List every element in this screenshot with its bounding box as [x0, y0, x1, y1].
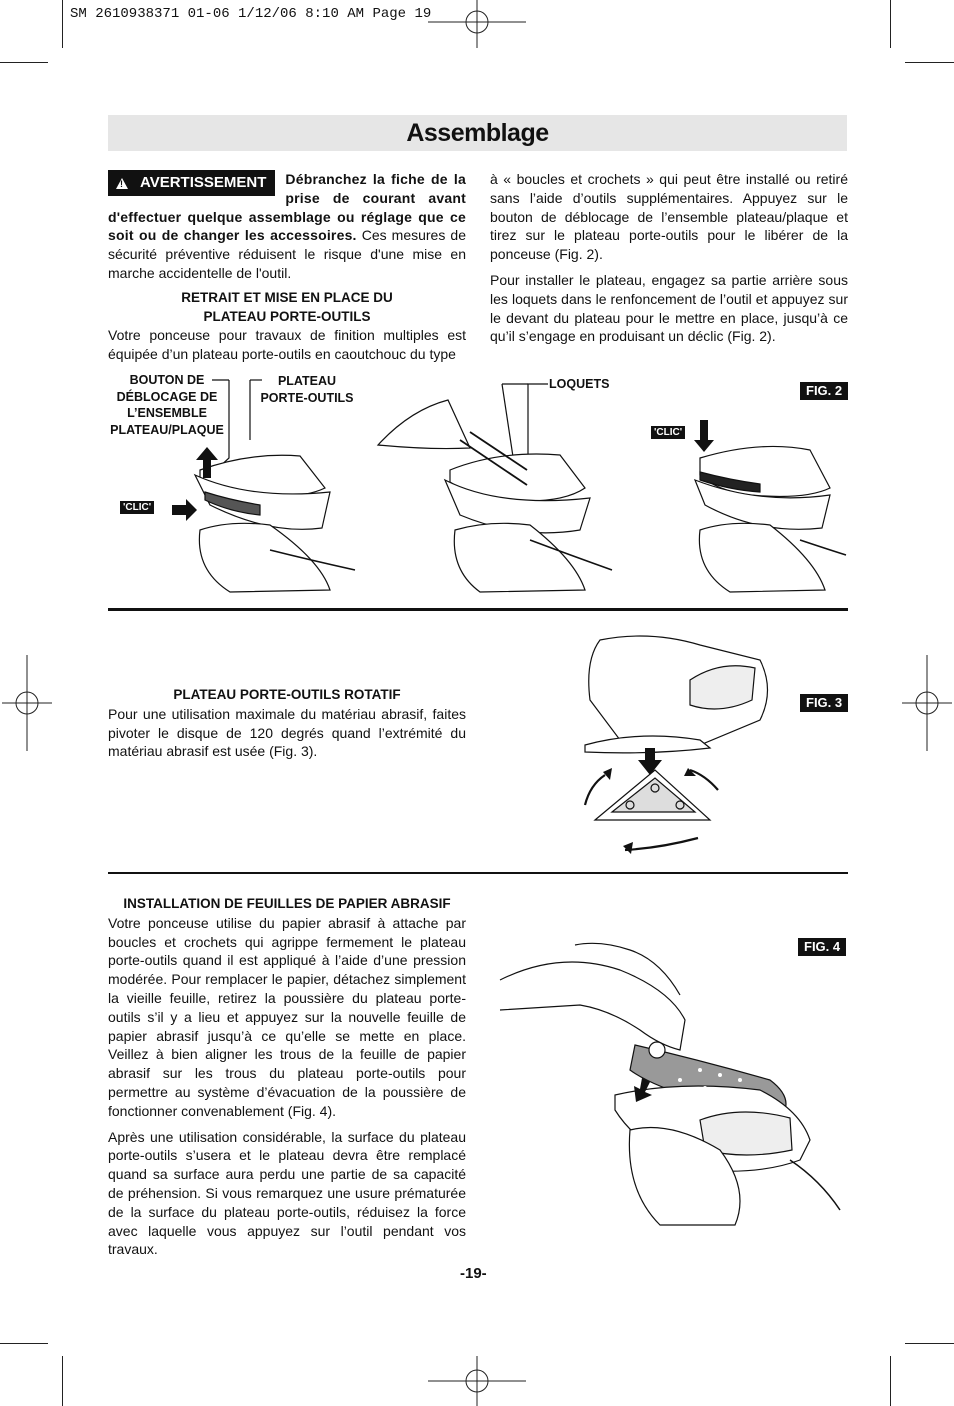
warning-bold-text: Débranchez la fiche de la prise de courant avant d'effectuer quelque assemblage ou réglage que ce soit ou de changer les accessoires. — [108, 171, 466, 244]
fig2-label: FIG. 2 — [800, 382, 848, 400]
callout-line: PLATEAU — [277, 374, 337, 388]
fig2-clic-label-2: 'CLIC' — [651, 426, 685, 439]
section1-para1-cont: à « boucles et crochets » qui peut être installé ou retiré sans l’aide d’outils supplémentaires. Appuyez sur le bouton de déblocage de l’ensemble plateau/plaque et tirez sur le plateau porte-outils pour le libérer de la ponceuse (Fig. 2). — [490, 171, 848, 263]
warning-triangle-icon: ! — [116, 178, 128, 189]
section3-heading: INSTALLATION DE FEUILLES DE PAPIER ABRASIF — [123, 896, 451, 911]
callout-line: PLATEAU/PLAQUE — [110, 422, 224, 437]
section1-para1: Votre ponceuse pour travaux de finition multiples est équipée d’un plateau porte-outils en caoutchouc du type — [108, 327, 466, 363]
section1-heading-line1: RETRAIT ET MISE EN PLACE DU — [181, 289, 393, 305]
callout-line: L’ENSEMBLE — [127, 406, 207, 420]
section2-heading: PLATEAU PORTE-OUTILS ROTATIF — [173, 687, 401, 702]
fig2-callout-latches: LOQUETS — [549, 377, 610, 391]
page-number: -19- — [460, 1265, 487, 1282]
fig3-label: FIG. 3 — [800, 694, 848, 712]
warning-badge-label: AVERTISSEMENT — [140, 173, 267, 191]
fig4-label: FIG. 4 — [798, 938, 846, 956]
section3-para2: Après une utilisation considérable, la surface du plateau porte-outils s’usera et le plateau devra être remplacé quand sa surface aura perdu une partie de sa capacité de préhension. Si vous remarquez une usure prématurée de la surface du plateau porte-outils, réduisez la force avec laquelle vous appuyez sur l’outil pendant vos travaux. — [108, 1128, 466, 1258]
section1-para2: Pour installer le plateau, engagez sa partie arrière sous les loquets dans le renfoncement de l’outil et appuyez sur le devant du plateau pour le mettre en place, jusqu’à ce qu’il s’engage en produisant un déclic (Fig. 2). — [490, 271, 848, 345]
section2-para: Pour une utilisation maximale du matériau abrasif, faites pivoter le disque de 120 degrés quand l’extrémité du matériau abrasif est usée (Fig. 3). — [108, 705, 466, 760]
callout-line: DÉBLOCAGE DE — [116, 389, 218, 404]
section3-para1: Votre ponceuse utilise du papier abrasif à attache par boucles et crochets qui agrippe fermement le plateau porte-outils quand il est appliqué à l’aide d’une pression modérée. Pour remplacer le papier, détachez simplement la vieille feuille, retirez la poussière du plateau porte-outils s’il y a lieu et appuyez sur la nouvelle feuille de papier abrasif jusqu’à ce qu’elle se mette en place. Veillez à bien aligner les trous de la feuille de papier abrasif sur les trous du plateau porte-outils pour permettre au système d’évacuation de la poussière de fonctionner convenablement (Fig. 4). — [108, 914, 466, 1119]
callout-line: BOUTON DE — [129, 373, 205, 387]
print-slug: SM 2610938371 01-06 1/12/06 8:10 AM Page 19 — [70, 6, 432, 22]
section1-heading-line2: PLATEAU PORTE-OUTILS — [203, 308, 371, 324]
callout-line: PORTE-OUTILS — [260, 390, 354, 405]
page-title: Assemblage — [406, 119, 549, 147]
warning-text: Ces mesures de sécurité préventive réduisent le risque d'une mise en marche accidentelle de l'outil. — [108, 227, 466, 281]
fig2-clic-label-1: 'CLIC' — [120, 501, 154, 514]
